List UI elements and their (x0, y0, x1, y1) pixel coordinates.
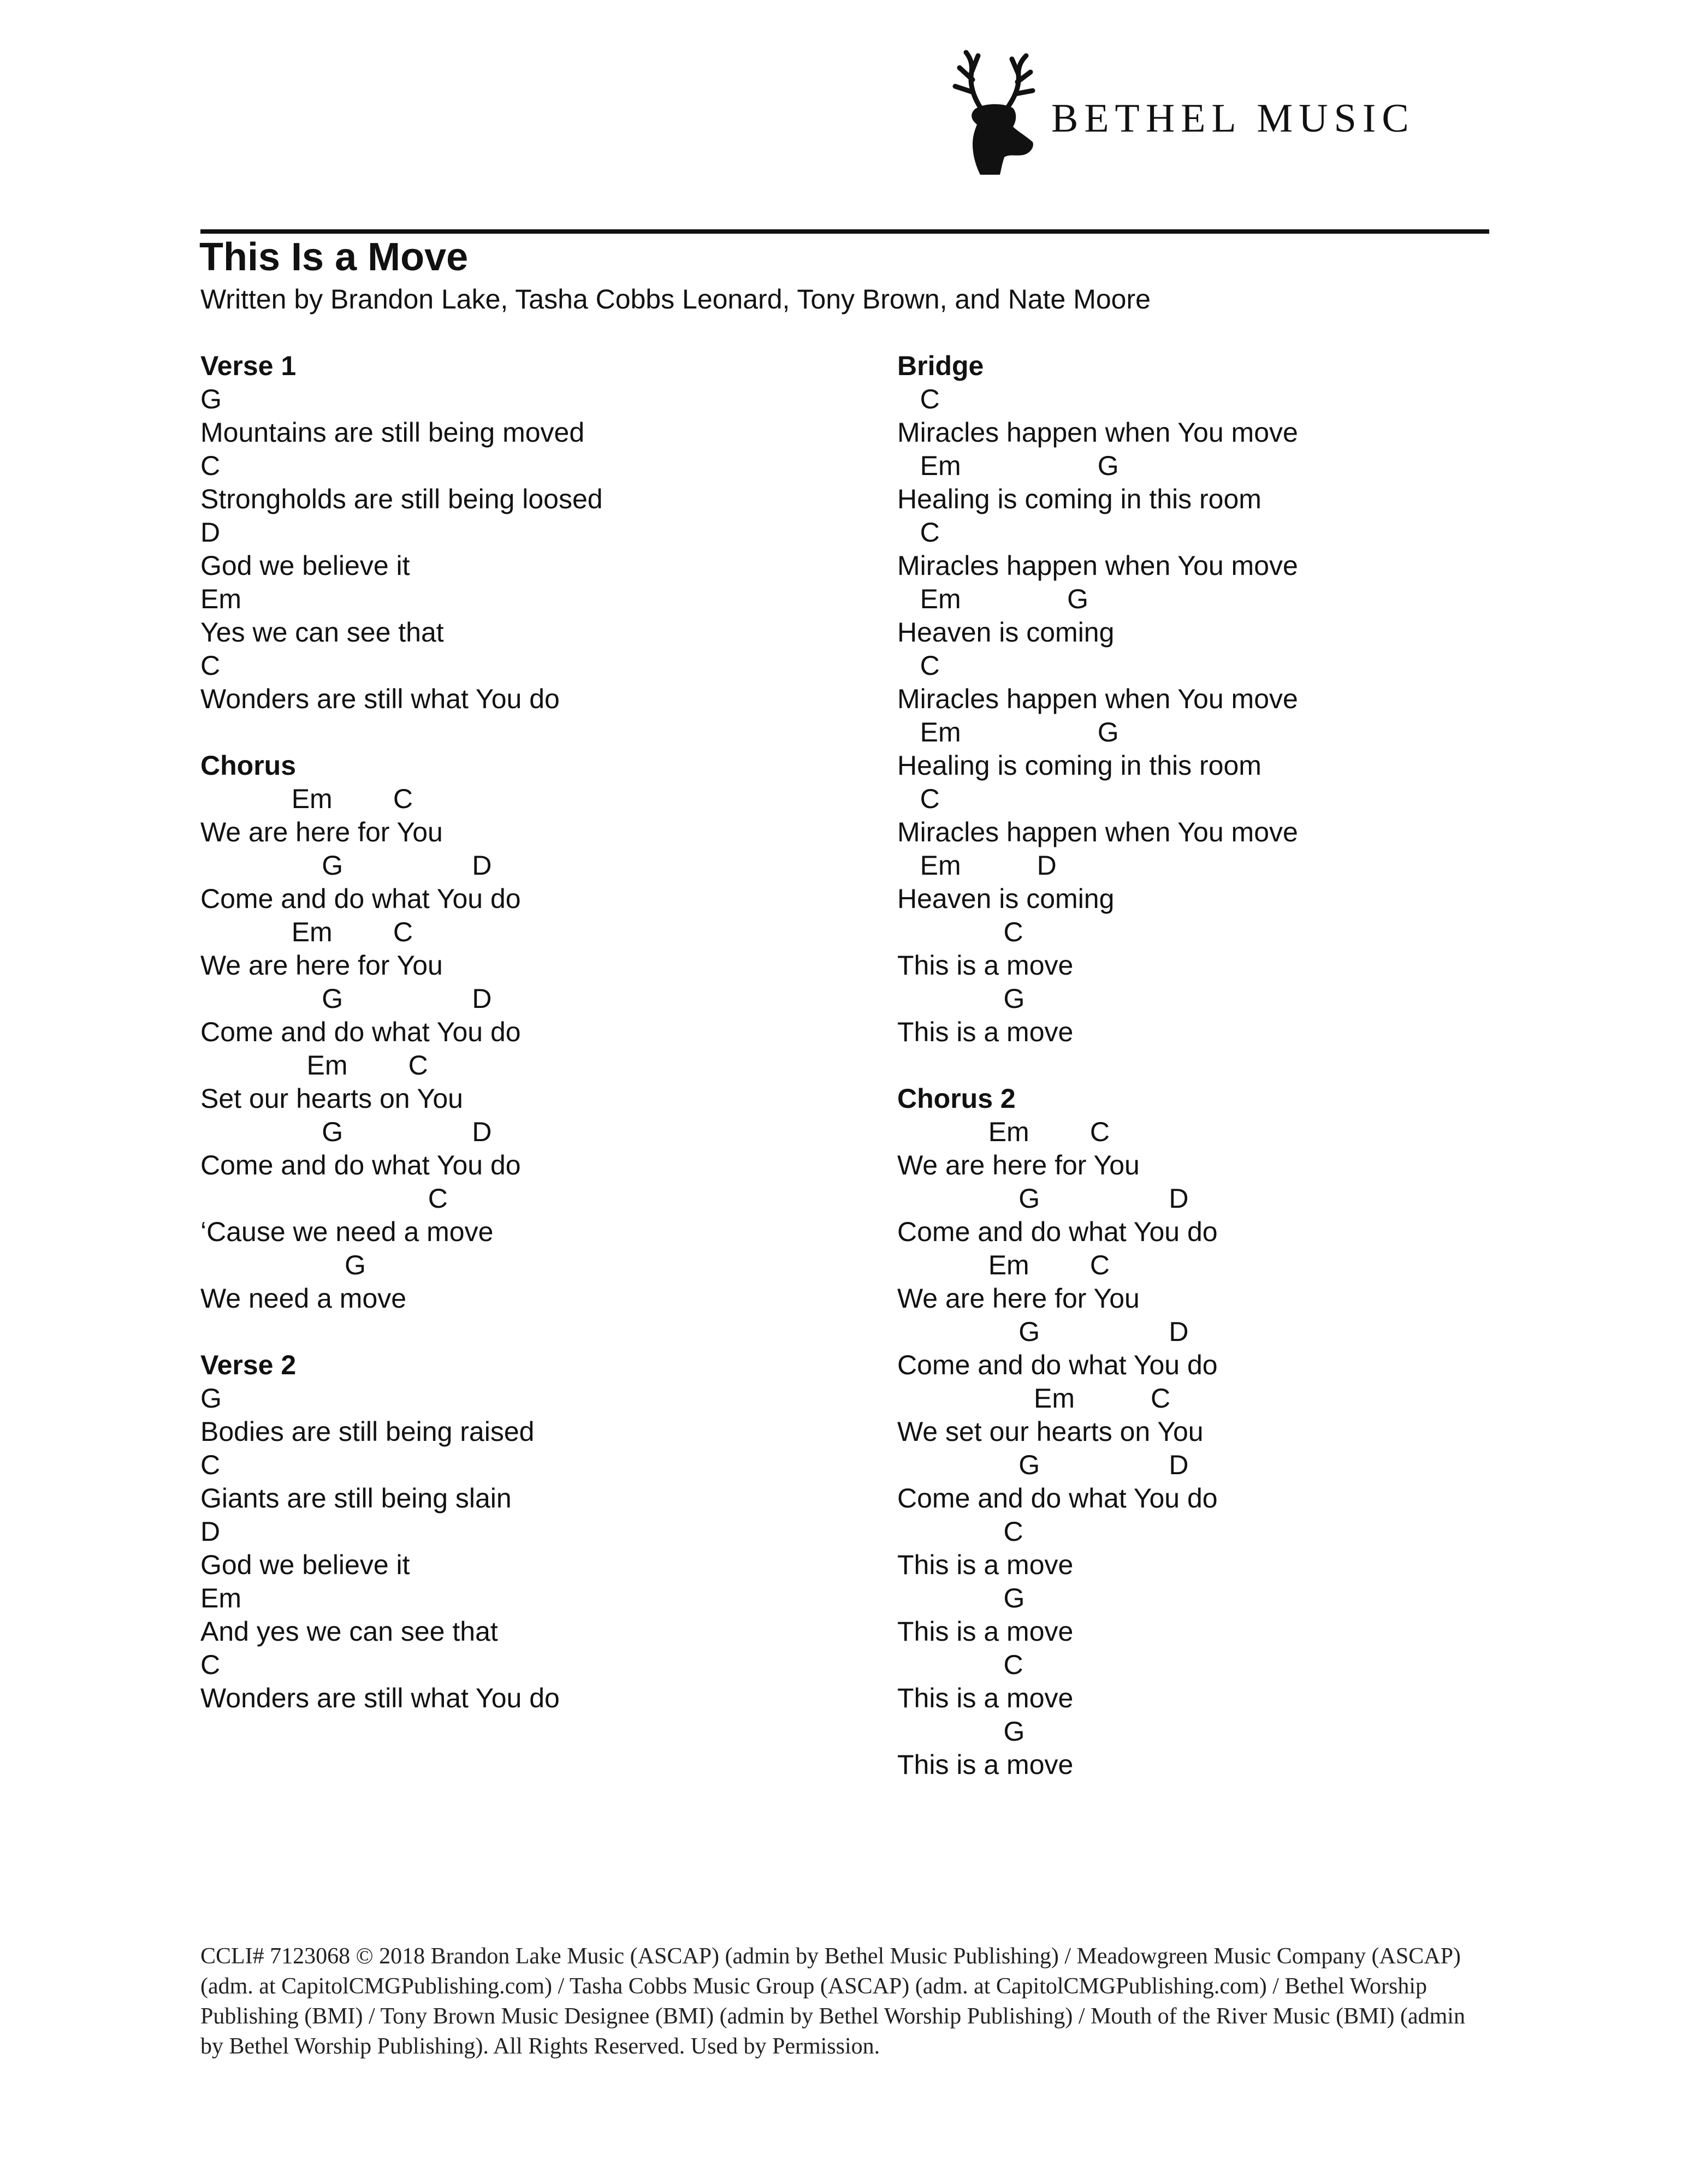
chord-line: C (200, 450, 221, 481)
lyric-line: We are here for You (200, 950, 443, 981)
lyric-line: This is a move (897, 1550, 1074, 1580)
chord-line: D (200, 1516, 221, 1547)
chord-line: Em G (897, 717, 1119, 747)
section-title: Chorus 2 (897, 1083, 1016, 1114)
chord-line: C (897, 650, 940, 681)
lyric-line: Miracles happen when You move (897, 417, 1298, 448)
lyric-line: Come and do what You do (897, 1483, 1218, 1514)
lyric-line: Come and do what You do (200, 1017, 521, 1047)
chord-line: C (897, 1516, 1023, 1547)
chord-line: C (200, 1183, 448, 1214)
lyric-line: Wonders are still what You do (200, 1683, 560, 1713)
chord-line: G D (897, 1450, 1189, 1480)
chord-line: Em C (897, 1117, 1110, 1147)
lyric-line: We set our hearts on You (897, 1416, 1204, 1447)
chord-line: C (200, 1450, 221, 1480)
lyric-line: God we believe it (200, 1550, 410, 1580)
chord-line: C (897, 917, 1023, 947)
lyric-line: Giants are still being slain (200, 1483, 512, 1514)
chord-line: G D (897, 1316, 1189, 1347)
section-title: Bridge (897, 351, 984, 381)
chord-line: G D (200, 1117, 492, 1147)
lyric-line: Set our hearts on You (200, 1083, 463, 1114)
chord-line: Em G (897, 584, 1089, 614)
chord-line: D (200, 517, 221, 548)
chord-line: G (200, 1250, 366, 1280)
lyric-line: Miracles happen when You move (897, 817, 1298, 847)
left-column (200, 349, 856, 1748)
lyric-line: Bodies are still being raised (200, 1416, 535, 1447)
lyric-line: This is a move (897, 950, 1074, 981)
lyric-line: Miracles happen when You move (897, 550, 1298, 581)
lyric-line: This is a move (897, 1616, 1074, 1647)
lyric-line: We are here for You (897, 1150, 1140, 1180)
chord-line: Em C (897, 1383, 1171, 1414)
chord-line: C (200, 1649, 221, 1680)
chord-line: G (897, 983, 1025, 1014)
lyric-line: We are here for You (200, 817, 443, 847)
lyric-line: We are here for You (897, 1283, 1140, 1314)
lyric-line: This is a move (897, 1017, 1074, 1047)
chord-line: G D (200, 983, 492, 1014)
lyric-line: Healing is coming in this room (897, 750, 1261, 781)
chord-line: Em C (200, 1050, 428, 1081)
chord-line: Em (200, 1583, 241, 1613)
right-column (897, 349, 1553, 1815)
lyric-line: Miracles happen when You move (897, 684, 1298, 714)
chord-line: Em C (200, 784, 413, 814)
chord-line: C (897, 517, 940, 548)
chord-line: G (897, 1583, 1025, 1613)
lyric-line: Come and do what You do (200, 883, 521, 914)
lyric-line: Heaven is coming (897, 617, 1115, 648)
lyric-line: Healing is coming in this room (897, 484, 1261, 514)
chord-line: G D (897, 1183, 1189, 1214)
lyric-line: This is a move (897, 1749, 1074, 1780)
song-section (200, 1349, 856, 1715)
lyric-line: Wonders are still what You do (200, 684, 560, 714)
chord-line: G (200, 1383, 222, 1414)
lyric-line: Mountains are still being moved (200, 417, 585, 448)
chord-line: Em C (897, 1250, 1110, 1280)
lyric-line: This is a move (897, 1683, 1074, 1713)
chord-line: G (200, 384, 222, 414)
section-title: Verse 1 (200, 351, 297, 381)
brand-name: BETHEL MUSIC (1051, 96, 1415, 141)
chord-line: Em (200, 584, 241, 614)
chord-line: Em C (200, 917, 413, 947)
deer-head-icon (947, 48, 1040, 175)
chord-line: C (897, 784, 940, 814)
header-divider (200, 229, 1489, 234)
lyric-line: Yes we can see that (200, 617, 444, 648)
chord-line: Em G (897, 450, 1119, 481)
chord-line: G D (200, 850, 492, 881)
song-writers: Written by Brandon Lake, Tasha Cobbs Leonard, Tony Brown, and Nate Moore (200, 284, 1151, 314)
chord-line: C (200, 650, 221, 681)
chord-line: Em D (897, 850, 1057, 881)
copyright-notice: CCLI# 7123068 © 2018 Brandon Lake Music (ASCAP) (admin by Bethel Music Publishing) / Meadowgreen Music Company (ASCAP) (adm. at CapitolCMGPublishing.com) / Tasha Cobbs Music Group (ASCAP) (adm. at CapitolCMGPublishing.com) / Bethel Worship Publishing (BMI) / Tony Brown Music Designee (BMI) (admin by Bethel Worship Publishing) / Mouth of the River Music (BMI) (admin by Bethel Worship Publishing). All Rights Reserved. Used by Permission. (200, 1944, 1465, 2059)
song-section (897, 1082, 1553, 1782)
song-title: This Is a Move (199, 235, 469, 279)
lyric-line: Strongholds are still being loosed (200, 484, 603, 514)
chord-line: C (897, 384, 940, 414)
lyric-line: Come and do what You do (200, 1150, 521, 1180)
song-section (200, 349, 856, 716)
lyric-line: Come and do what You do (897, 1216, 1218, 1247)
lyric-line: ‘Cause we need a move (200, 1216, 494, 1247)
lyric-line: Come and do what You do (897, 1350, 1218, 1380)
section-title: Chorus (200, 750, 296, 781)
lyric-line: God we believe it (200, 550, 410, 581)
song-section (897, 349, 1553, 1049)
section-title: Verse 2 (200, 1350, 297, 1380)
lyric-line: Heaven is coming (897, 883, 1115, 914)
lyric-line: And yes we can see that (200, 1616, 498, 1647)
song-section (200, 749, 856, 1315)
chord-line: G (897, 1716, 1025, 1747)
lyric-line: We need a move (200, 1283, 407, 1314)
chord-line: C (897, 1649, 1023, 1680)
